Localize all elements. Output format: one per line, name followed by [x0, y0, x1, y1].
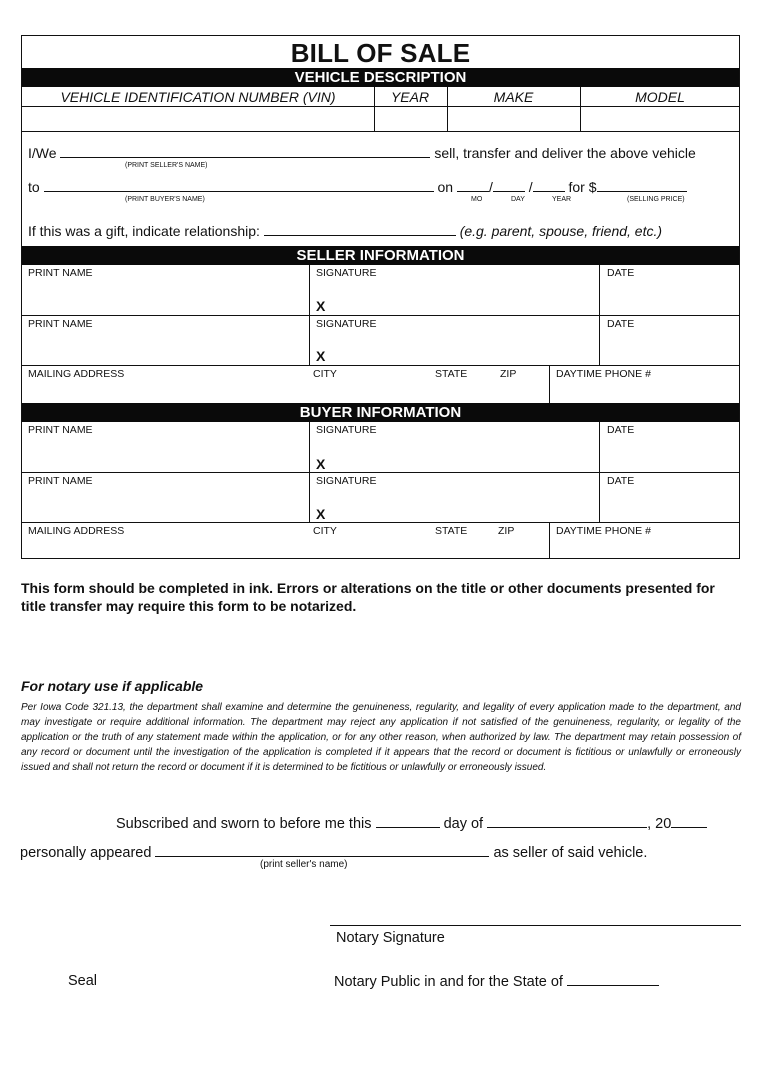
for-label: for $ — [568, 179, 597, 195]
buyer2-signature-field[interactable] — [332, 488, 597, 520]
buyer1-print-name-field[interactable] — [23, 437, 307, 470]
divider — [22, 365, 739, 366]
selling-price-hint: (SELLING PRICE) — [627, 196, 685, 203]
notary-public-line — [334, 973, 659, 990]
seller-mailing-address-label: MAILING ADDRESS — [28, 368, 125, 380]
make-label: MAKE — [493, 89, 534, 105]
seller1-print-name-label: PRINT NAME — [28, 267, 93, 279]
appeared-seller-name-blank[interactable] — [155, 844, 489, 857]
seller2-signature-x: X — [316, 348, 326, 364]
day-blank[interactable] — [493, 179, 525, 192]
to-line — [28, 179, 687, 195]
year-prefix: , 20 — [647, 816, 672, 832]
print-sellers-name-hint: (print seller's name) — [260, 859, 348, 870]
personally-appeared-text: personally appeared — [20, 845, 152, 861]
date-slash: / — [528, 179, 533, 195]
day-of-text: day of — [443, 816, 484, 832]
sworn-month-blank[interactable] — [487, 815, 647, 828]
seller1-print-name-field[interactable] — [23, 280, 307, 313]
seller-zip-label: ZIP — [500, 368, 517, 380]
buyer-phone-field[interactable] — [551, 538, 738, 557]
divider — [22, 522, 739, 523]
buyer2-signature-label: SIGNATURE — [316, 475, 377, 487]
to-label: to — [28, 179, 40, 195]
seller2-date-label: DATE — [607, 318, 635, 330]
form-title: BILL OF SALE — [290, 38, 471, 68]
seller2-print-name-label: PRINT NAME — [28, 318, 93, 330]
buyer2-date-field[interactable] — [601, 488, 738, 520]
model-field[interactable] — [581, 107, 739, 130]
as-seller-text: as seller of said vehicle. — [493, 845, 648, 861]
gift-line — [28, 223, 662, 239]
year-label: YEAR — [390, 89, 430, 105]
buyer-state-label: STATE — [435, 525, 468, 537]
bill-of-sale-form — [21, 35, 740, 559]
buyer1-date-field[interactable] — [601, 437, 738, 470]
notary-heading: For notary use if applicable — [21, 678, 204, 694]
divider — [549, 522, 550, 559]
year-blank[interactable] — [533, 179, 565, 192]
buyer-zip-label: ZIP — [498, 525, 515, 537]
seller1-signature-label: SIGNATURE — [316, 267, 377, 279]
buyer2-date-label: DATE — [607, 475, 635, 487]
notary-public-text: Notary Public in and for the State of — [334, 974, 563, 990]
buyer1-signature-x: X — [316, 456, 326, 472]
seller1-date-field[interactable] — [601, 280, 738, 313]
buyer-name-blank[interactable] — [44, 179, 434, 192]
make-field[interactable] — [448, 107, 580, 130]
gift-example: (e.g. parent, spouse, friend, etc.) — [459, 223, 663, 239]
print-sellers-name-hint: (PRINT SELLER'S NAME) — [125, 162, 208, 169]
day-hint: DAY — [511, 196, 525, 203]
on-label: on — [437, 179, 454, 195]
buyer-city-label: CITY — [313, 525, 337, 537]
seller-address-field[interactable] — [23, 381, 547, 401]
buyer1-signature-label: SIGNATURE — [316, 424, 377, 436]
seller2-signature-field[interactable] — [332, 331, 597, 363]
gift-label: If this was a gift, indicate relationship: — [28, 223, 260, 239]
seller-name-blank[interactable] — [60, 145, 430, 158]
seller-state-label: STATE — [435, 368, 468, 380]
notary-paragraph: Per Iowa Code 321.13, the department shall examine and determine the genuineness, regularity, and legality of every application made to the department, and may investigate or require additional information. The department may reject any application if not satisfied of the genuineness, regularity, or legality of the application or the truth of any statement made within the application, or for any other reason, when authorized by law. The department may retain possession of any record or document until the investigation of the application is completed if it appears that the record or document is fictitious or unlawfully or erroneously issued and shall not return the record or document if it is determined to be fictitious or unlawfully or erroneously issued. — [21, 702, 741, 773]
buyer1-date-label: DATE — [607, 424, 635, 436]
relationship-blank[interactable] — [264, 223, 456, 236]
seller2-signature-label: SIGNATURE — [316, 318, 377, 330]
divider — [22, 472, 739, 473]
seal-label: Seal — [68, 973, 98, 989]
model-label: MODEL — [635, 89, 685, 105]
iwe-label: I/We — [28, 145, 57, 161]
buyer1-signature-field[interactable] — [332, 437, 597, 470]
buyer-address-field[interactable] — [23, 538, 547, 557]
buyer-information-bar: BUYER INFORMATION — [22, 403, 739, 422]
buyer2-signature-x: X — [316, 506, 326, 522]
vehicle-description-bar: VEHICLE DESCRIPTION — [22, 68, 739, 87]
vin-field[interactable] — [22, 107, 374, 130]
date-slash: / — [488, 179, 493, 195]
vin-label: VEHICLE IDENTIFICATION NUMBER (VIN) — [60, 89, 336, 105]
notary-signature-label: Notary Signature — [336, 930, 445, 946]
ink-note: This form should be completed in ink. Errors or alterations on the title or other documents presented for title transfer may require this form to be notarized. — [21, 580, 715, 614]
seller1-signature-field[interactable] — [332, 280, 597, 313]
year-field[interactable] — [375, 107, 447, 130]
seller2-print-name-field[interactable] — [23, 331, 307, 363]
seller-information-bar: SELLER INFORMATION — [22, 246, 739, 265]
divider — [22, 315, 739, 316]
seller-city-label: CITY — [313, 368, 337, 380]
iwe-line — [28, 145, 696, 161]
notary-state-blank[interactable] — [567, 973, 659, 986]
sworn-year-blank[interactable] — [671, 815, 707, 828]
seller1-signature-x: X — [316, 298, 326, 314]
subscribed-line — [116, 815, 707, 832]
month-blank[interactable] — [457, 179, 489, 192]
seller-phone-field[interactable] — [551, 381, 738, 401]
selling-price-blank[interactable] — [597, 179, 687, 192]
buyer2-print-name-label: PRINT NAME — [28, 475, 93, 487]
seller1-date-label: DATE — [607, 267, 635, 279]
seller-phone-label: DAYTIME PHONE # — [556, 368, 651, 380]
sworn-day-blank[interactable] — [376, 815, 440, 828]
buyer-phone-label: DAYTIME PHONE # — [556, 525, 651, 537]
seller2-date-field[interactable] — [601, 331, 738, 363]
print-buyers-name-hint: (PRINT BUYER'S NAME) — [125, 196, 205, 203]
mo-hint: MO — [471, 196, 483, 203]
divider — [22, 131, 739, 132]
buyer2-print-name-field[interactable] — [23, 488, 307, 520]
buyer-mailing-address-label: MAILING ADDRESS — [28, 525, 125, 537]
sell-text: sell, transfer and deliver the above vehicle — [434, 145, 696, 161]
divider — [549, 365, 550, 403]
subscribed-text: Subscribed and sworn to before me this — [116, 816, 372, 832]
year-hint: YEAR — [552, 196, 572, 203]
notary-signature-line[interactable] — [330, 925, 741, 926]
buyer1-print-name-label: PRINT NAME — [28, 424, 93, 436]
